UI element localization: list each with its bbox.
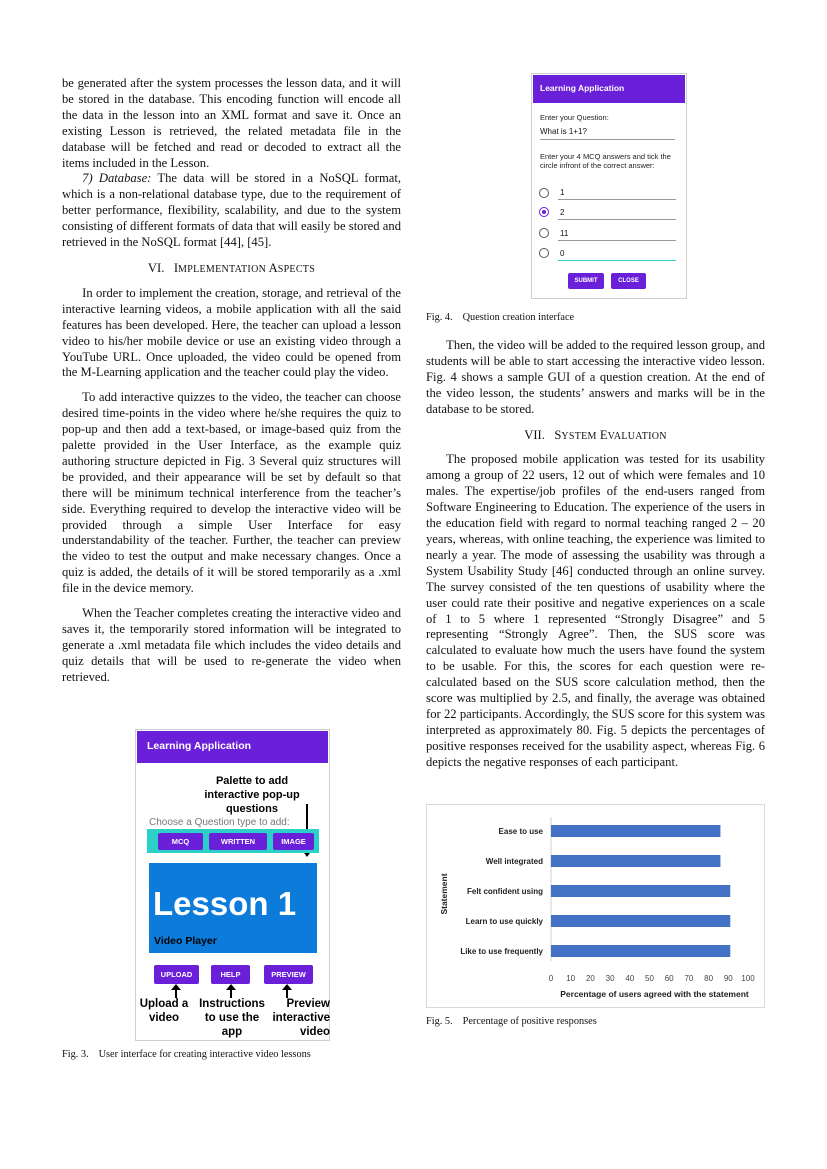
right-column bbox=[426, 338, 765, 771]
chart-bar bbox=[551, 825, 720, 837]
evaluation-paragraph: The proposed mobile application was tested for its usability among a group of 22 users, 12 out of which were females and 10 males. The expertise/job profiles of the end-users ranged from Software Engineering to Education. The experience of the users in the education field with regard to normal teaching ranged 2 – 20 years, whereas, with online teaching, the experience was limited to nearly a year. The mode of assessing the usability was through a System Usability Study [46] conducted through an online survey. The survey consisted of the ten questions of usability where the user could rate their positive and negative experiences on a scale of 1 to 5 where 1 represented “Strongly Disagree” and 5 representing “Strongly Agree”. Then, the SUS score was calculated to evaluate how much the users have found the system to be usable. For this, the scores for each question were re-calculated based on the SUS score calculation method, then the score was multiplied by 2.5, and finally, the average was obtained for 22 participants. Accordingly, the SUS score for this system was interpreted as approximately 80. Fig. 5 depicts the percentages of positive responses received for the usability aspect, whereas Fig. 6 depicts the negative responses of each participant. bbox=[426, 452, 765, 769]
question-type-palette bbox=[147, 829, 319, 853]
image-button[interactable]: IMAGE bbox=[273, 833, 314, 850]
option-input-2[interactable]: 2 bbox=[560, 208, 565, 217]
option-input-1[interactable]: 1 bbox=[560, 188, 565, 197]
written-button[interactable]: WRITTEN bbox=[209, 833, 267, 850]
implementation-paragraph-2: To add interactive quizzes to the video, the teacher can choose desired time-points in the video where he/she requires the quiz to pop-up and then add a text-based, or image-based quiz from the palette provided in the User Interface, as the example quiz authoring structure depicted in Fig. 3 Several quiz structures will be provided, and their appearance will be set by default so that there will be minimum technical interference from the teacher’s side. Everything required to develop the interactive video will be provided through a simple User Interface for easy understandability of the teacher. Further, the teacher can preview the video to test the output and make necessary changes. Once a quiz is added, the details of it will be stored temporarily as a .xml file in the device memory. bbox=[62, 390, 401, 596]
chart-bar bbox=[551, 915, 730, 927]
fig5-chart-frame bbox=[426, 804, 765, 1008]
choose-question-label: Choose a Question type to add: bbox=[149, 817, 290, 828]
chart-x-tick-label: 30 bbox=[605, 974, 615, 983]
chart-category-label: Well integrated bbox=[485, 857, 543, 866]
chart-category-label: Felt confident using bbox=[467, 887, 543, 896]
chart-x-tick-label: 40 bbox=[625, 974, 635, 983]
option-radio-4[interactable] bbox=[539, 248, 549, 258]
fig4-phone-mockup bbox=[531, 73, 687, 299]
chart-y-axis-label: Statement bbox=[439, 873, 449, 915]
upload-button[interactable]: UPLOAD bbox=[154, 965, 199, 984]
fig3-phone-mockup bbox=[135, 729, 330, 1041]
chart-category-label: Learn to use quickly bbox=[465, 917, 543, 926]
option-underline-2 bbox=[558, 219, 676, 220]
section-6-heading: VI. IMPLEMENTATION ASPECTS bbox=[147, 260, 316, 275]
implementation-paragraph-3: When the Teacher completes creating the interactive video and saves it, the temporarily stored information will be integrated to generate a .xml metadata file which includes the video details and quiz details that will be used to re-generate the video when retrieved. bbox=[62, 606, 401, 684]
fig3-app-bar bbox=[137, 731, 328, 763]
mcq-button[interactable]: MCQ bbox=[158, 833, 203, 850]
preview-arrow-head bbox=[282, 984, 292, 990]
chart-x-tick-label: 20 bbox=[585, 974, 595, 983]
option-radio-1[interactable] bbox=[539, 188, 549, 198]
close-button[interactable]: CLOSE bbox=[611, 273, 646, 289]
option-underline-4 bbox=[558, 260, 676, 261]
option-underline-3 bbox=[558, 240, 676, 241]
video-player-label: Video Player bbox=[154, 935, 217, 947]
fig4-app-title: Learning Application bbox=[540, 83, 625, 93]
option-radio-3[interactable] bbox=[539, 228, 549, 238]
upload-arrow-head bbox=[171, 984, 181, 990]
option-input-3[interactable]: 11 bbox=[560, 229, 569, 238]
question-input[interactable]: What is 1+1? bbox=[540, 127, 675, 140]
left-column bbox=[62, 76, 401, 686]
chart-x-tick-label: 70 bbox=[684, 974, 694, 983]
fig3-caption: Fig. 3. User interface for creating interactive video lessons bbox=[62, 1049, 311, 1060]
chart-x-tick-label: 10 bbox=[566, 974, 576, 983]
chart-bar bbox=[551, 945, 730, 957]
answers-label: Enter your 4 MCQ answers and tick the circle infront of the correct answer: bbox=[540, 152, 671, 170]
submit-button[interactable]: SUBMIT bbox=[568, 273, 604, 289]
chart-bar bbox=[551, 855, 720, 867]
chart-category-label: Ease to use bbox=[498, 827, 543, 836]
fig4-app-bar bbox=[533, 75, 685, 103]
option-radio-2[interactable] bbox=[539, 207, 549, 217]
fig5-caption: Fig. 5. Percentage of positive responses bbox=[426, 1016, 597, 1027]
chart-bar bbox=[551, 885, 730, 897]
database-paragraph bbox=[62, 171, 401, 251]
fig4-caption: Fig. 4. Question creation interface bbox=[426, 312, 575, 323]
intro-paragraph: be generated after the system processes the lesson data, and it will be stored in the database. This encoding function will encode all the data in the lesson into an XML format and save it. Once an existing Lesson is retrieved, the related metadata file in the database will be fetched and read or decoded to extract all the items included in the Lesson. bbox=[62, 76, 401, 170]
help-arrow-head bbox=[226, 984, 236, 990]
chart-x-tick-label: 90 bbox=[723, 974, 733, 983]
fig3-app-title: Learning Application bbox=[147, 740, 252, 752]
chart-x-axis-label: Percentage of users agreed with the statement bbox=[560, 989, 749, 999]
palette-annotation: Palette to add interactive pop-up questions bbox=[204, 775, 300, 815]
chart-category-label: Like to use frequently bbox=[460, 947, 543, 956]
database-text: The data will be stored in a NoSQL format, which is a non-relational database type, due to the requirement of better performance, flexibility, scalability, and due to the system consisting of different formats of data that will easily be stored and retrieved in the NoSQL format [44], [45]. bbox=[62, 171, 401, 250]
question-label: Enter your Question: bbox=[540, 113, 609, 122]
chart-x-tick-label: 100 bbox=[741, 974, 755, 983]
option-input-4[interactable]: 0 bbox=[560, 249, 565, 258]
preview-button[interactable]: PREVIEW bbox=[264, 965, 313, 984]
option-underline-1 bbox=[558, 199, 676, 200]
help-annotation: Instructions to use the app bbox=[199, 998, 265, 1038]
chart-x-tick-label: 60 bbox=[664, 974, 674, 983]
implementation-paragraph-1: In order to implement the creation, storage, and retrieval of the interactive learning videos, a mobile application with all the said features has been developed. Here, the teacher can upload a lesson video to his/her mobile device or use an existing video through a YouTube URL. Once uploaded, the video could be opened from the M-Learning application and the teacher could play the video. bbox=[62, 285, 401, 380]
chart-x-tick-label: 0 bbox=[548, 974, 554, 983]
chart-x-tick-label: 80 bbox=[704, 974, 714, 983]
video-player[interactable] bbox=[149, 863, 317, 953]
section-7-heading: VII. SYSTEM EVALUATION bbox=[524, 427, 667, 442]
chart-x-tick-label: 50 bbox=[645, 974, 654, 983]
help-button[interactable]: HELP bbox=[211, 965, 250, 984]
database-label: 7) Database: bbox=[82, 171, 152, 186]
upload-annotation: Upload a video bbox=[139, 998, 189, 1024]
preview-annotation: Preview interactive video bbox=[272, 998, 330, 1038]
lesson-title: Lesson 1 bbox=[153, 885, 297, 922]
positive-responses-chart bbox=[427, 805, 764, 1007]
right-paragraph-1: Then, the video will be added to the required lesson group, and students will be able to start accessing the interactive video lesson. Fig. 4 shows a sample GUI of a question creation. At the end of the video lesson, the students’ answers and marks will be in the database to be stored. bbox=[426, 338, 765, 416]
